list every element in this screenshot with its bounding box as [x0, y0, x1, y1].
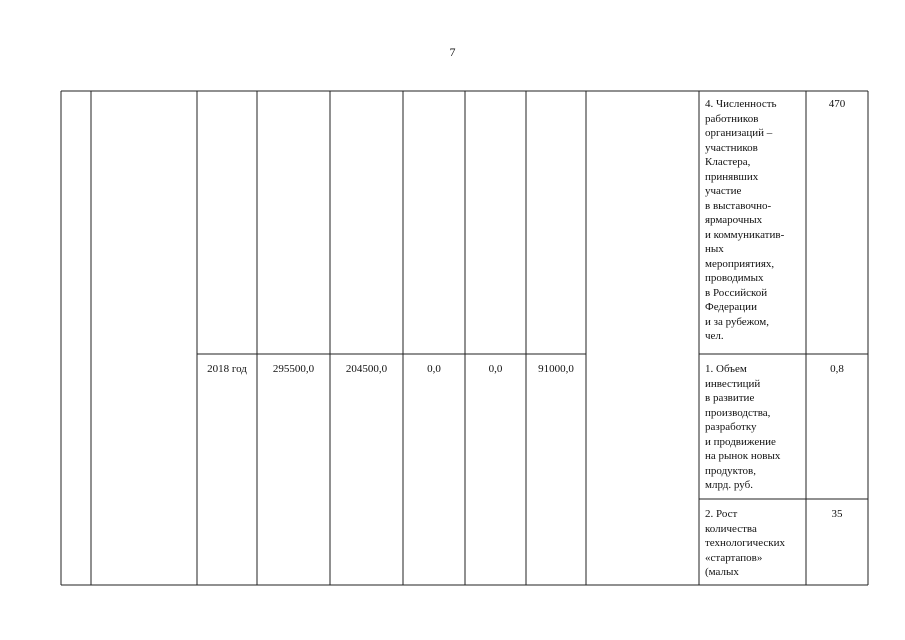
- indicator-value: 0,8: [830, 363, 844, 375]
- cell-regional: 0,0: [427, 363, 441, 375]
- indicator-text: 1. Объем инвестиций в развитие производства, разработку и продвижение на рынок новых продуктов, млрд. руб.: [705, 363, 781, 491]
- page-number: 7: [449, 45, 456, 59]
- cell-year: 2018 год: [207, 363, 247, 375]
- indicator-text: 2. Рост количества технологических «стартапов» (малых: [705, 508, 785, 578]
- indicator-text: 4. Численность работников организаций – участников Кластера, принявших участие в выставочно- ярмарочных и коммуникатив- ных мероприятиях, проводимых в Российской Федерации и за рубежом, чел.: [705, 98, 785, 342]
- indicator-value: 35: [831, 508, 843, 520]
- cell-extra: 91000,0: [538, 363, 574, 375]
- cell-local: 0,0: [488, 363, 503, 375]
- cell-federal: 204500,0: [345, 363, 388, 375]
- cell-total: 295500,0: [272, 363, 315, 375]
- indicator-value: 470: [828, 98, 846, 110]
